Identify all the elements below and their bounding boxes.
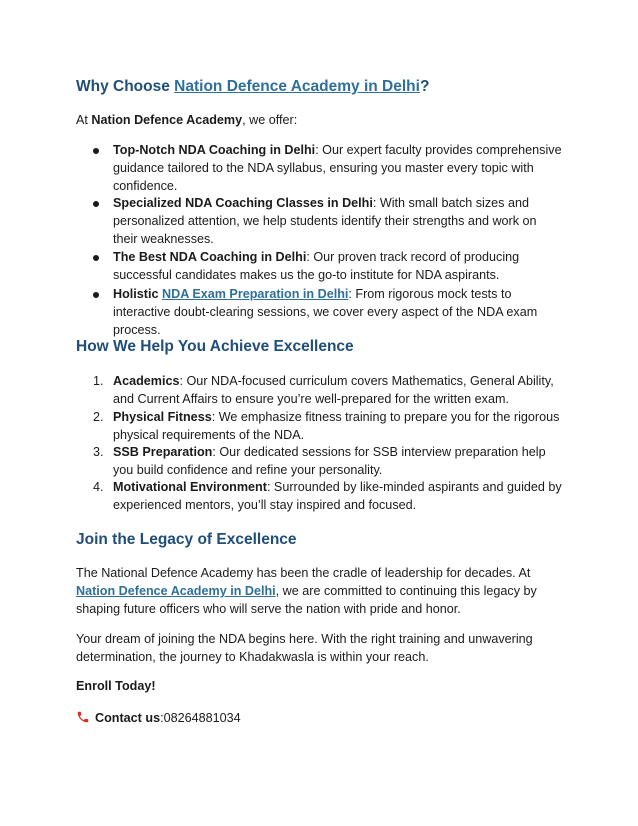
intro-paragraph: [76, 111, 566, 129]
item-text: : We emphasize fitness training to prepare you for the rigorous physical requirements of the NDA.: [113, 410, 560, 442]
intro-suffix: , we offer:: [242, 113, 298, 127]
numbered-item: [113, 443, 563, 479]
item-text: : Our NDA-focused curriculum covers Mathematics, General Ability, and Current Affairs to ensure you’re well-prepared for the written exam.: [113, 374, 554, 406]
bullet: [93, 148, 99, 154]
heading-join-legacy: Join the Legacy of Excellence: [76, 531, 297, 548]
item-text: : Our proven track record of producing successful candidates makes us the go-to institute for NDA aspirants.: [113, 250, 520, 282]
list-number: 4.: [93, 480, 104, 494]
bullet: [93, 201, 99, 207]
intro-prefix: At: [76, 113, 92, 127]
item-text: : Surrounded by like-minded aspirants and guided by experienced mentors, you’ll stay inspired and focused.: [113, 480, 562, 512]
para-text: , we are committed to continuing this legacy by shaping future officers who will serve the nation with pride and honor.: [76, 584, 537, 616]
nda-exam-prep-link[interactable]: NDA Exam Preparation in Delhi: [162, 287, 349, 301]
list-item: [113, 194, 563, 248]
item-bold: The Best NDA Coaching in Delhi: [113, 250, 307, 264]
intro-bold: Nation Defence Academy: [91, 113, 243, 127]
item-bold: Top-Notch NDA Coaching in Delhi: [113, 143, 316, 157]
heading-suffix: ?: [419, 78, 430, 95]
item-text: : Our dedicated sessions for SSB interview preparation help you build confidence and refine your personality.: [113, 445, 546, 477]
list-number: 2.: [93, 410, 104, 424]
item-bold: SSB Preparation: [113, 445, 213, 459]
item-bold: Academics: [113, 374, 180, 388]
item-text: : From rigorous mock tests to interactive doubt-clearing sessions, we cover every aspect of the NDA exam process.: [113, 287, 538, 337]
phone-icon: [76, 710, 90, 729]
numbered-item: [113, 372, 563, 408]
list-item: [113, 285, 563, 339]
list-number: 1.: [93, 374, 104, 388]
contact-line: [76, 709, 566, 729]
enroll-today: Enroll Today!: [76, 679, 156, 693]
list-item: [113, 141, 563, 195]
bullet: [93, 255, 99, 261]
para-text: The National Defence Academy has been the cradle of leadership for decades. At: [76, 566, 531, 580]
item-bold: Motivational Environment: [113, 480, 267, 494]
list-item: [113, 248, 563, 284]
heading-why-choose: [76, 78, 429, 96]
heading-text: Why Choose: [76, 78, 175, 95]
legacy-paragraph: [76, 564, 566, 618]
heading-how-we-help: How We Help You Achieve Excellence: [76, 338, 354, 355]
numbered-item: [113, 478, 563, 514]
item-text: : Our expert faculty provides comprehensive guidance tailored to the NDA syllabus, ensuring you master every topic with confidence.: [113, 143, 562, 193]
contact-label: Contact us: [95, 711, 161, 725]
bullet: [93, 292, 99, 298]
item-bold: Physical Fitness: [113, 410, 212, 424]
item-text: : With small batch sizes and personalized attention, we help students identify their strengths and work on their weaknesses.: [113, 196, 537, 246]
academy-link[interactable]: Nation Defence Academy in Delhi: [174, 78, 420, 95]
list-number: 3.: [93, 445, 104, 459]
item-bold: Holistic: [113, 287, 162, 301]
contact-phone: :08264881034: [160, 711, 241, 725]
numbered-item: [113, 408, 563, 444]
item-bold: Specialized NDA Coaching Classes in Delhi: [113, 196, 373, 210]
dream-paragraph: Your dream of joining the NDA begins here. With the right training and unwavering determination, the journey to Khadakwasla is within your reach.: [76, 632, 533, 664]
academy-link-inline[interactable]: Nation Defence Academy in Delhi: [76, 584, 276, 598]
